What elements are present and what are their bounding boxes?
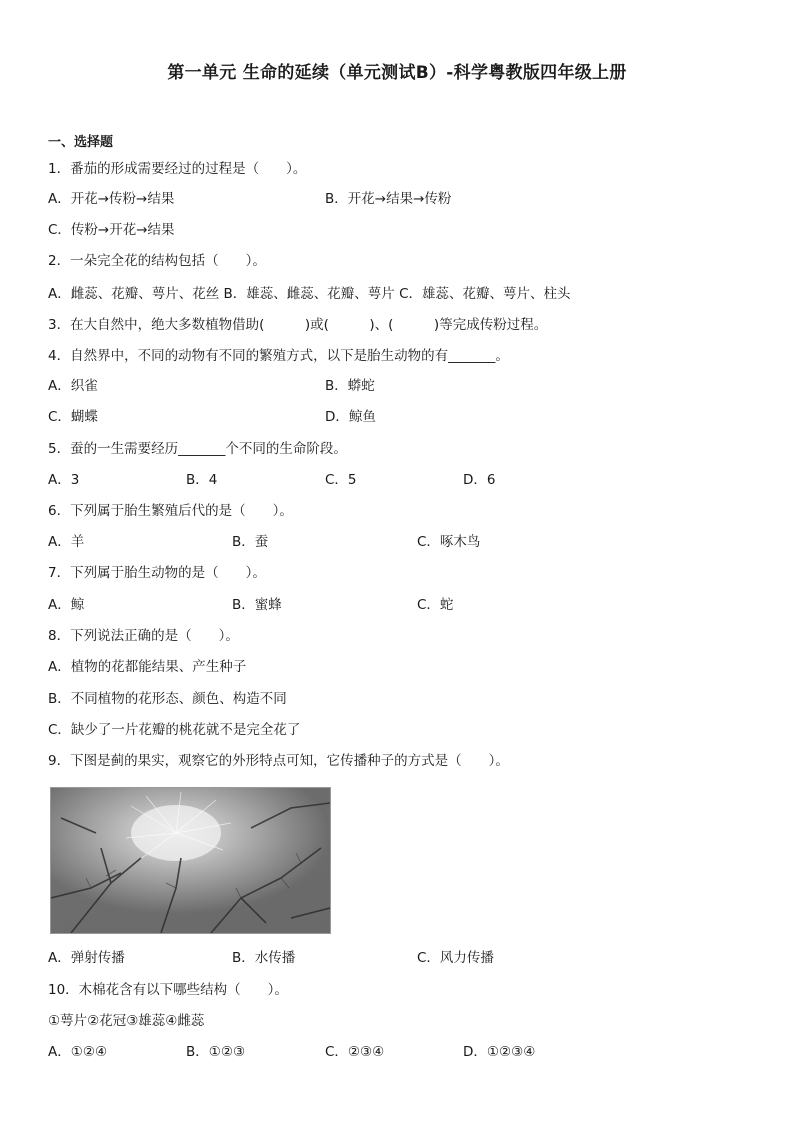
question-1-option-a: A．开花→传粉→结果	[48, 191, 175, 207]
question-4-stem: 4．自然界中，不同的动物有不同的繁殖方式，以下是胎生动物的有_______。	[48, 348, 509, 364]
question-2-options: A．雌蕊、花瓣、萼片、花丝 B．雄蕊、雌蕊、花瓣、萼片 C．雄蕊、花瓣、萼片、柱头	[48, 286, 571, 302]
section-heading: 一、选择题	[48, 135, 114, 150]
page-title: 第一单元 生命的延续（单元测试B）-科学粤教版四年级上册	[167, 63, 627, 83]
question-9-stem: 9．下图是蓟的果实，观察它的外形特点可知，它传播种子的方式是（ ）。	[48, 753, 509, 769]
question-5-option-d: D．6	[463, 472, 496, 488]
question-4-option-b: B．蟒蛇	[325, 378, 375, 394]
question-10-option-d: D．①②③④	[463, 1044, 536, 1060]
question-5-option-c: C．5	[325, 472, 357, 488]
question-1-stem: 1．番茄的形成需要经过的过程是（ ）。	[48, 161, 307, 177]
question-7-stem: 7．下列属于胎生动物的是（ ）。	[48, 565, 266, 581]
question-1-option-b: B．开花→结果→传粉	[325, 191, 452, 207]
thistle-fruit-photo	[50, 787, 331, 934]
question-5-option-a: A．3	[48, 472, 80, 488]
question-3-stem: 3．在大自然中，绝大多数植物借助( )或( )、( )等完成传粉过程。	[48, 317, 548, 333]
question-4-option-d: D．鲸鱼	[325, 409, 376, 425]
question-4-option-a: A．织雀	[48, 378, 98, 394]
question-7-option-b: B．蜜蜂	[232, 597, 282, 613]
question-10-option-a: A．①②④	[48, 1044, 108, 1060]
question-8-stem: 8．下列说法正确的是（ ）。	[48, 628, 239, 644]
question-10-option-c: C．②③④	[325, 1044, 385, 1060]
question-8-option-c: C．缺少了一片花瓣的桃花就不是完全花了	[48, 722, 301, 738]
question-6-stem: 6．下列属于胎生繁殖后代的是（ ）。	[48, 503, 293, 519]
question-10-stem: 10．木棉花含有以下哪些结构（ ）。	[48, 982, 288, 998]
question-9-option-a: A．弹射传播	[48, 950, 125, 966]
question-7-option-c: C．蛇	[417, 597, 454, 613]
question-6-option-a: A．羊	[48, 534, 85, 550]
question-1-option-c: C．传粉→开花→结果	[48, 222, 175, 238]
question-5-option-b: B．4	[186, 472, 218, 488]
question-10-items: ①萼片②花冠③雄蕊④雌蕊	[48, 1013, 205, 1029]
question-10-option-b: B．①②③	[186, 1044, 246, 1060]
question-6-option-b: B．蚕	[232, 534, 269, 550]
question-6-option-c: C．啄木鸟	[417, 534, 481, 550]
question-4-option-c: C．蝴蝶	[48, 409, 98, 425]
question-7-option-a: A．鲸	[48, 597, 85, 613]
question-5-stem: 5．蚕的一生需要经历_______个不同的生命阶段。	[48, 441, 347, 457]
question-9-option-c: C．风力传播	[417, 950, 494, 966]
question-2-stem: 2．一朵完全花的结构包括（ ）。	[48, 253, 266, 269]
question-9-option-b: B．水传播	[232, 950, 296, 966]
question-8-option-a: A．植物的花都能结果、产生种子	[48, 659, 247, 675]
question-8-option-b: B．不同植物的花形态、颜色、构造不同	[48, 691, 287, 707]
